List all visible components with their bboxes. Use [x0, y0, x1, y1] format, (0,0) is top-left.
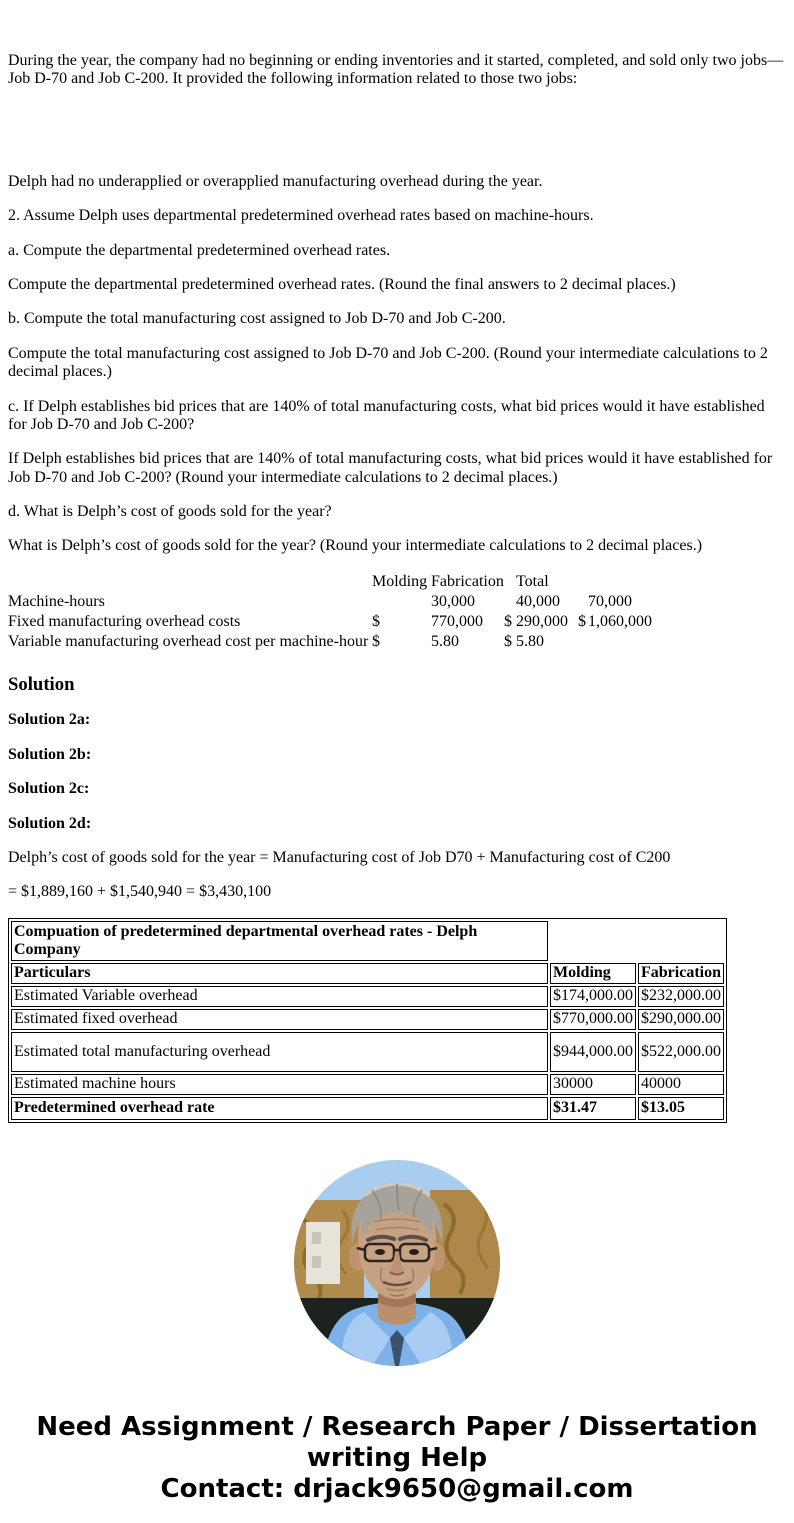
table-row: Estimated fixed overhead $770,000.00 $290,000.00	[11, 1009, 724, 1030]
col-header-molding: Molding	[372, 572, 428, 590]
question-2-paragraph: 2. Assume Delph uses departmental predetermined overhead rates based on machine-hours.	[8, 207, 594, 225]
solution-2c-subheading: Solution 2c:	[8, 780, 90, 798]
col-header-particulars: Particulars	[11, 963, 548, 984]
col-header-molding: Molding	[550, 963, 636, 984]
solution-2d-subheading: Solution 2d:	[8, 814, 92, 832]
table-header-row	[8, 572, 648, 592]
col-header-total: Total	[516, 572, 549, 590]
question-2d-detail-paragraph: What is Delph’s cost of goods sold for the year? (Round your intermediate calculations to 2 decimal places.)	[8, 537, 703, 555]
question-2a-detail-paragraph: Compute the departmental predetermined overhead rates. (Round the final answers to 2 decimal places.)	[8, 275, 676, 293]
table-row: Machine-hours 30,000 40,000 70,000	[8, 592, 632, 610]
cogs-formula-paragraph: Delph’s cost of goods sold for the year = Manufacturing cost of Job D70 + Manufacturing cost of C200	[8, 848, 671, 866]
header-spacer	[8, 572, 372, 592]
table-row: Estimated Variable overhead $174,000.00 $232,000.00	[11, 986, 724, 1007]
table-row: Variable manufacturing overhead cost per machine-hour $ 5.80 $ 5.80	[8, 632, 544, 650]
rates-table-header-row	[11, 963, 724, 984]
question-2b-detail-paragraph: Compute the total manufacturing cost assigned to Job D-70 and Job C-200. (Round your intermediate calculations to 2 decimal places.)	[8, 344, 768, 381]
question-2c-paragraph: c. If Delph establishes bid prices that are 140% of total manufacturing costs, what bid prices would it have established for Job D-70 and Job C-200?	[8, 397, 765, 433]
question-2b-paragraph: b. Compute the total manufacturing cost assigned to Job D-70 and Job C-200.	[8, 310, 506, 328]
table-row-predetermined-rate: Predetermined overhead rate $31.47 $13.05	[11, 1097, 724, 1120]
solution-2a-subheading: Solution 2a:	[8, 711, 91, 729]
header-spacer	[504, 572, 516, 592]
rates-table-title-row	[11, 921, 724, 961]
header-spacer	[578, 572, 588, 592]
solution-heading: Solution	[8, 673, 75, 695]
footer-line-1: Need Assignment / Research Paper / Dissertation	[36, 1411, 758, 1442]
col-header-fabrication: Fabrication	[638, 963, 724, 984]
row-label: Fixed manufacturing overhead costs	[8, 612, 241, 630]
empty-cell	[550, 921, 636, 961]
table-row: Estimated total manufacturing overhead $944,000.00 $522,000.00	[11, 1032, 724, 1072]
row-label: Variable manufacturing overhead cost per machine-hour	[8, 632, 369, 650]
question-2d-paragraph: d. What is Delph’s cost of goods sold for the year?	[8, 503, 332, 521]
intro-paragraph: During the year, the company had no beginning or ending inventories and it started, completed, and sold only two jobs—Job D-70 and Job C-200. It provided the following information related to those two jobs:	[8, 52, 784, 88]
rates-table-title: Compuation of predetermined departmental overhead rates - Delph Company	[11, 921, 548, 961]
presenter-photo	[294, 1160, 500, 1366]
blank-gap	[8, 105, 786, 157]
row-label: Machine-hours	[8, 592, 105, 610]
promo-footer	[8, 1412, 786, 1505]
presenter-photo-illustration	[294, 1160, 500, 1366]
solution-2b-subheading: Solution 2b:	[8, 745, 92, 763]
table-row: Fixed manufacturing overhead costs $ 770,000 $ 290,000 $ 1,060,000	[8, 612, 652, 630]
cogs-equation-paragraph: = $1,889,160 + $1,540,940 = $3,430,100	[8, 883, 272, 901]
footer-line-2: writing Help	[306, 1442, 488, 1473]
header-spacer	[588, 572, 648, 592]
given-data-table	[8, 572, 652, 652]
overhead-note-paragraph: Delph had no underapplied or overapplied manufacturing overhead during the year.	[8, 172, 543, 190]
table-row: Estimated machine hours 30000 40000	[11, 1074, 724, 1095]
col-header-fabrication: Fabrication	[431, 572, 504, 590]
predetermined-rates-table	[8, 918, 727, 1123]
footer-contact-email: Contact: drjack9650@gmail.com	[160, 1473, 634, 1504]
question-2a-paragraph: a. Compute the departmental predetermined overhead rates.	[8, 241, 391, 259]
question-2c-detail-paragraph: If Delph establishes bid prices that are 140% of total manufacturing costs, what bid prices would it have established for Job D-70 and Job C-200? (Round your intermediate calculations to 2 decimal places.)	[8, 450, 773, 486]
empty-cell	[638, 921, 724, 961]
